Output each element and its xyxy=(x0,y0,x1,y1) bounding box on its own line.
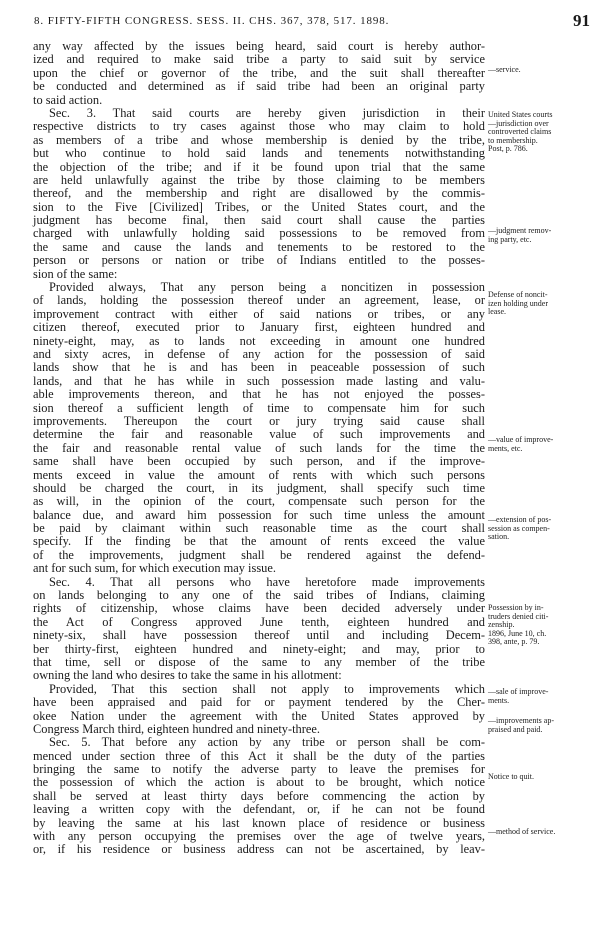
text-line: same shall have been occupied by such person, and if the improve- xyxy=(33,454,485,469)
text-line: respective districts to try cases against those who may claim to hold xyxy=(33,119,485,134)
text-line: improvement contract with either of said nations or tribes, or any xyxy=(33,306,485,321)
text-line: that time, sell or dispose of the same to any member of the tribe xyxy=(33,654,485,669)
text-line: ber thirty-first, eighteen hundred and ninety-eight; and may, prior to xyxy=(33,641,485,656)
text-line: specify. If the finding be that the amount of rents exceed the value xyxy=(33,534,485,549)
running-head xyxy=(34,11,590,31)
text-line: any way affected by the issues being heard, said court is hereby author- xyxy=(33,39,485,53)
text-line: upon the chief or governor of the tribe, and the suit shall thereafter xyxy=(33,65,485,80)
statute-text-column xyxy=(33,40,485,857)
text-line: balance due, and award him possession for such time unless the amount xyxy=(33,507,485,522)
text-line: Congress March third, eighteen hundred and ninety-three. xyxy=(33,721,320,736)
text-line: the possession of which the action is about to be brought, which notice xyxy=(33,775,485,790)
margin-note-line: United States courts xyxy=(488,110,553,119)
text-line: shall be served at least thirty days before commencing the action by xyxy=(33,788,485,803)
margin-note-line: Possession by in- xyxy=(488,603,544,612)
margin-note-line: —sale of improve- xyxy=(488,687,549,696)
text-line: ized and required to make said tribe a party to said suit by service xyxy=(33,52,485,67)
margin-note-line: ments. xyxy=(488,695,510,705)
margin-note-line: izen holding under xyxy=(488,298,548,308)
text-line: leaving a written copy with the defendant, or, if he can not be found xyxy=(33,802,485,817)
margin-note-sale xyxy=(488,688,588,705)
text-line: of lands, holding the possession thereof under an agreement, lease, or xyxy=(33,293,485,308)
margin-note-service xyxy=(488,66,588,75)
margin-note-line: sation. xyxy=(488,532,510,542)
text-line: able improvements thereon, and that he has not enjoyed the posses- xyxy=(33,387,485,402)
text-line: are held unlawfully against the tribe by those claiming to be members xyxy=(33,172,485,187)
proviso-start: Provided, That this section shall not apply to improvements which xyxy=(49,681,485,696)
margin-note-possession xyxy=(488,604,588,647)
text-line: the Act of Congress approved June tenth, eighteen hundred and xyxy=(33,614,485,629)
section-4-start: Sec. 4. That all persons who have heretofore made improvements xyxy=(49,574,485,589)
text-line: but who continue to hold said lands and tenements notwithstanding xyxy=(33,146,485,161)
margin-note-line: —method of service. xyxy=(488,827,556,836)
margin-note-method xyxy=(488,828,588,837)
text-line: sion of the same: xyxy=(33,266,118,281)
margin-note-value-improvements xyxy=(488,436,588,453)
text-line: okee Nation under the agreement with the United States approved by xyxy=(33,708,485,723)
margin-note-line: —service. xyxy=(488,65,521,74)
margin-note-line: session as compen- xyxy=(488,523,550,533)
margin-note-jurisdiction xyxy=(488,111,588,154)
text-line: the fair and reasonable rental value of such lands for the time the xyxy=(33,440,485,455)
margin-note-appraised xyxy=(488,717,588,734)
margin-note-defense xyxy=(488,291,588,317)
text-line: the same and cause the lands and tenements to be restored to the xyxy=(33,239,485,254)
text-line: be paid by claimant within such reasonable time as the court shall xyxy=(33,521,485,536)
text-line: ments exceed in value the amount of rents with which such persons xyxy=(33,467,485,482)
margin-note-line: to membership. xyxy=(488,135,538,145)
margin-note-line: 1896, June 10, ch. xyxy=(488,628,547,638)
margin-note-line: —value of improve- xyxy=(488,435,554,444)
margin-note-line: —improvements ap- xyxy=(488,716,554,725)
margin-note-line: —jurisdiction over xyxy=(488,118,549,128)
text-line: person or persons or nation or tribe of Indians entitled to the posses- xyxy=(33,253,485,268)
margin-note-line: controverted claims xyxy=(488,127,552,137)
margin-note-line: lease. xyxy=(488,307,506,317)
text-line: of the improvements, judgment shall be rendered against the defend- xyxy=(33,547,485,562)
text-line: by leaving the same at his last known place of residence or business xyxy=(33,815,485,830)
running-head-text: 8. FIFTY-FIFTH CONGRESS. SESS. II. CHS. 367, 378, 517. 1898. xyxy=(34,15,390,27)
text-line: determine the fair and reasonable value of such improvements and xyxy=(33,427,485,442)
text-line: be conducted and determined as if said tribe had been an original party xyxy=(33,79,485,94)
margin-note-judgment xyxy=(488,227,588,244)
text-line: lands, and that he has while in such possession made lasting and valu- xyxy=(33,373,485,388)
text-line: menced under section three of this Act it shall be the duty of the parties xyxy=(33,748,485,763)
text-line: judgment has become final, then said court shall cause the parties xyxy=(33,213,485,228)
text-line: ninety-eight, may, as to lands not exceeding in amount one hundred xyxy=(33,333,485,348)
margin-note-line: —extension of pos- xyxy=(488,515,552,524)
margin-note-extension xyxy=(488,516,588,542)
text-line: on lands belonging to any one of the said tribes of Indians, claiming xyxy=(33,588,485,603)
margin-note-line: ing party, etc. xyxy=(488,234,532,244)
text-line: sion thereof a sufficient length of time to compensate him for such xyxy=(33,400,485,415)
text-line: as members of a tribe and whose membership is denied by the tribe, xyxy=(33,132,485,147)
margin-note-line: ments, etc. xyxy=(488,443,523,453)
text-line: owning the land who desires to take the same in his allotment: xyxy=(33,668,342,683)
margin-note-line: Post, p. 786. xyxy=(488,144,528,154)
text-line: have been appraised and paid for or payment tendered by the Cher- xyxy=(33,695,485,710)
text-line: ant for such sum, for which execution may issue. xyxy=(33,561,276,576)
text-line: as will, in the opinion of the court, compensate such person for the xyxy=(33,494,485,509)
text-line: improvements. Thereupon the court or jury trying said cause shall xyxy=(33,413,485,428)
margin-note-line: truders denied citi- xyxy=(488,611,549,621)
margin-note-line: zenship. xyxy=(488,620,515,630)
text-line: should be charged the court, in its judgment, shall specify such time xyxy=(33,480,485,495)
margin-note-notice xyxy=(488,773,588,782)
margin-note-line: praised and paid. xyxy=(488,724,543,734)
text-line: and sixty acres, in defense of any action for the possession of said xyxy=(33,346,485,361)
text-line: or, if his residence or business address can not be ascertained, by leav- xyxy=(33,842,485,857)
section-5-start: Sec. 5. That before any action by any tribe or person shall be com- xyxy=(49,735,485,750)
text-line: the objection of the tribe; and if it be found upon trial that the same xyxy=(33,159,485,174)
text-line: ninety-six, shall have possession thereof until and including Decem- xyxy=(33,628,485,643)
proviso-start: Provided always, That any person being a noncitizen in possession xyxy=(49,280,485,295)
text-line: rights of citizenship, whose claims have been decided adversely under xyxy=(33,601,485,616)
text-line: to said action. xyxy=(33,92,103,107)
margin-note-line: 398, ante, p. 79. xyxy=(488,637,540,647)
text-line: bringing the same to notify the adverse party to leave the premises for xyxy=(33,762,485,777)
margin-note-line: Defense of noncit- xyxy=(488,290,548,299)
text-line: with any person occupying the premises over the age of twelve years, xyxy=(33,829,485,844)
text-line: citizen thereof, executed prior to January first, eighteen hundred and xyxy=(33,320,485,335)
text-line: lands show that he is and has been in peaceable possession of such xyxy=(33,360,485,375)
margin-note-line: —judgment remov- xyxy=(488,226,552,235)
text-line: charged with unlawfully holding said possessions to be removed from xyxy=(33,226,485,241)
section-3-start: Sec. 3. That said courts are hereby given jurisdiction in their xyxy=(49,105,485,120)
margin-note-line: Notice to quit. xyxy=(488,772,534,781)
page-number: 91 xyxy=(573,11,590,30)
text-line: thereof, and the membership and right are disallowed by the commis- xyxy=(33,186,485,201)
text-line: sion to the Five [Civilized] Tribes, or the United States court, and the xyxy=(33,199,485,214)
